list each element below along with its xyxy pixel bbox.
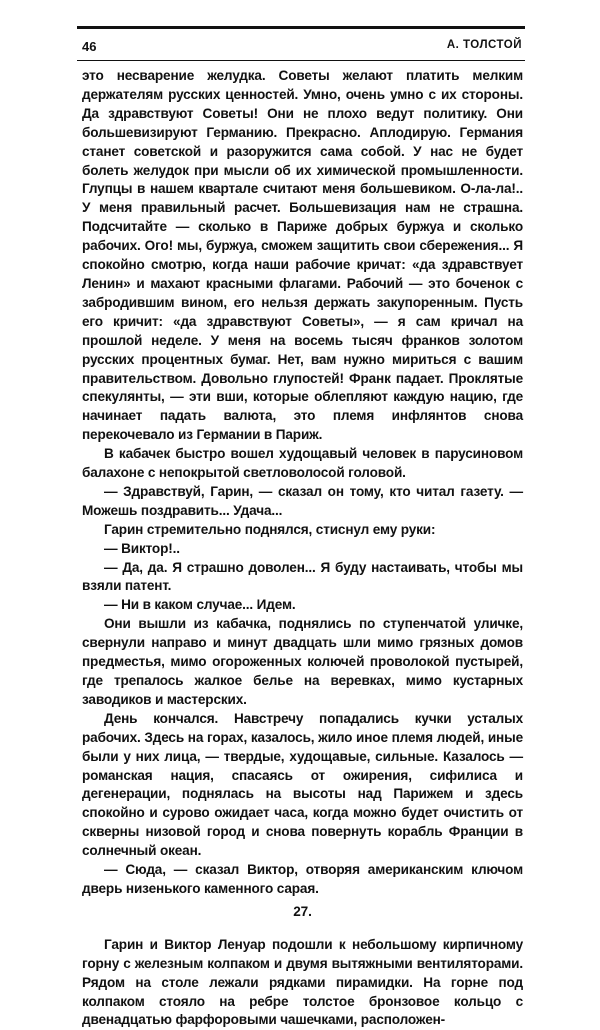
paragraph: — Виктор!.. <box>104 540 180 556</box>
body-text <box>82 67 523 1030</box>
paragraph: — Сюда, — сказал Виктор, отворяя американским ключом дверь низенького каменного сарая. <box>82 862 523 896</box>
chapter-number: 27. <box>293 903 312 919</box>
paragraph: В кабачек быстро вошел худощавый человек в парусиновом балахоне с непокрытой светловолосой головой. <box>82 446 523 481</box>
paragraph: — Ни в каком случае... Идем. <box>104 597 296 613</box>
paragraph: День кончался. Навстречу попадались кучки усталых рабочих. Здесь на горах, казалось, жило иное племя людей, иные были у них лица, — твердые, худощавые, сильные. Казалось — романская нация, спасаясь от ожирения, сифилиса и дегенерации, поднялась на высоты над Парижем и здесь спокойно и сурово ожидает часа, когда можно будет очистить от скверны низовой город и снова повернуть корабль Франции в солнечный океан. <box>82 710 523 859</box>
running-head: А. ТОЛСТОЙ <box>446 39 522 51</box>
paragraph: Гарин и Виктор Ленуар подошли к небольшому кирпичному горну с железным колпаком и двумя вытяжными вентиляторами. Рядом на столе лежали рядками пирамидки. На горне под колпаком стояло на ребре толстое бронзовое кольцо с двенадцатью фарфоровыми чашечками, расположен- <box>82 936 523 1028</box>
page-number: 46 <box>82 39 97 54</box>
header-rule-thick <box>77 26 525 29</box>
paragraph: Гарин стремительно поднялся, стиснул ему руки: <box>104 521 436 537</box>
paragraph: Они вышли из кабачка, поднялись по ступенчатой уличке, свернули направо и минут двадцать шли мимо грязных домов предместья, мимо огороженных колючей проволокой пустырей, где трепалось жалкое белье на веревках, мимо кустарных заводиков и мастерских. <box>82 616 523 707</box>
paragraph: — Да, да. Я страшно доволен... Я буду настаивать, чтобы мы взяли патент. <box>82 559 523 594</box>
paragraph: это несварение желудка. Советы желают платить мелким держателям русских ценностей. Умно, очень умно с их стороны. Да здравствуют Советы! Они не плохо ведут политику. Они большевизируют Германию. Прекрасно. Аплодирую. Германия станет советской и разоружится сама собой. У нас не будет болеть желудок при мысли об их химической промышленности. Глупцы в нашем квартале считают меня большевиком. О-ла-ла!.. У меня правильный расчет. Большевизация нам не страшна. Подсчитайте — сколько в Париже добрых буржуа и сколько рабочих. Ого! мы, буржуа, сможем защитить свои сбережения... Я спокойно смотрю, когда наши рабочие кричат: «да здравствует Ленин» и махают красными флагами. Рабочий — это боченок с забродившим вином, его нельзя держать закупоренным. Пусть его кричит: «да здравствуют Советы», — я сам кричал на прошлой неделе. У меня на восемь тысяч франков золотом русских процентных бумаг. Нет, вам нужно мириться с вашим правительством. Довольно глупостей! Франк падает. Проклятые спекулянты, — эти вши, которые облепляют каждую нацию, где начинает падать валюта, это племя инфлянтов снова перекочевало из Германии в Париж. <box>82 68 523 443</box>
paragraph: — Здравствуй, Гарин, — сказал он тому, кто читал газету. — Можешь поздравить... Удача... <box>82 483 523 518</box>
header-rule-thin <box>77 60 525 61</box>
